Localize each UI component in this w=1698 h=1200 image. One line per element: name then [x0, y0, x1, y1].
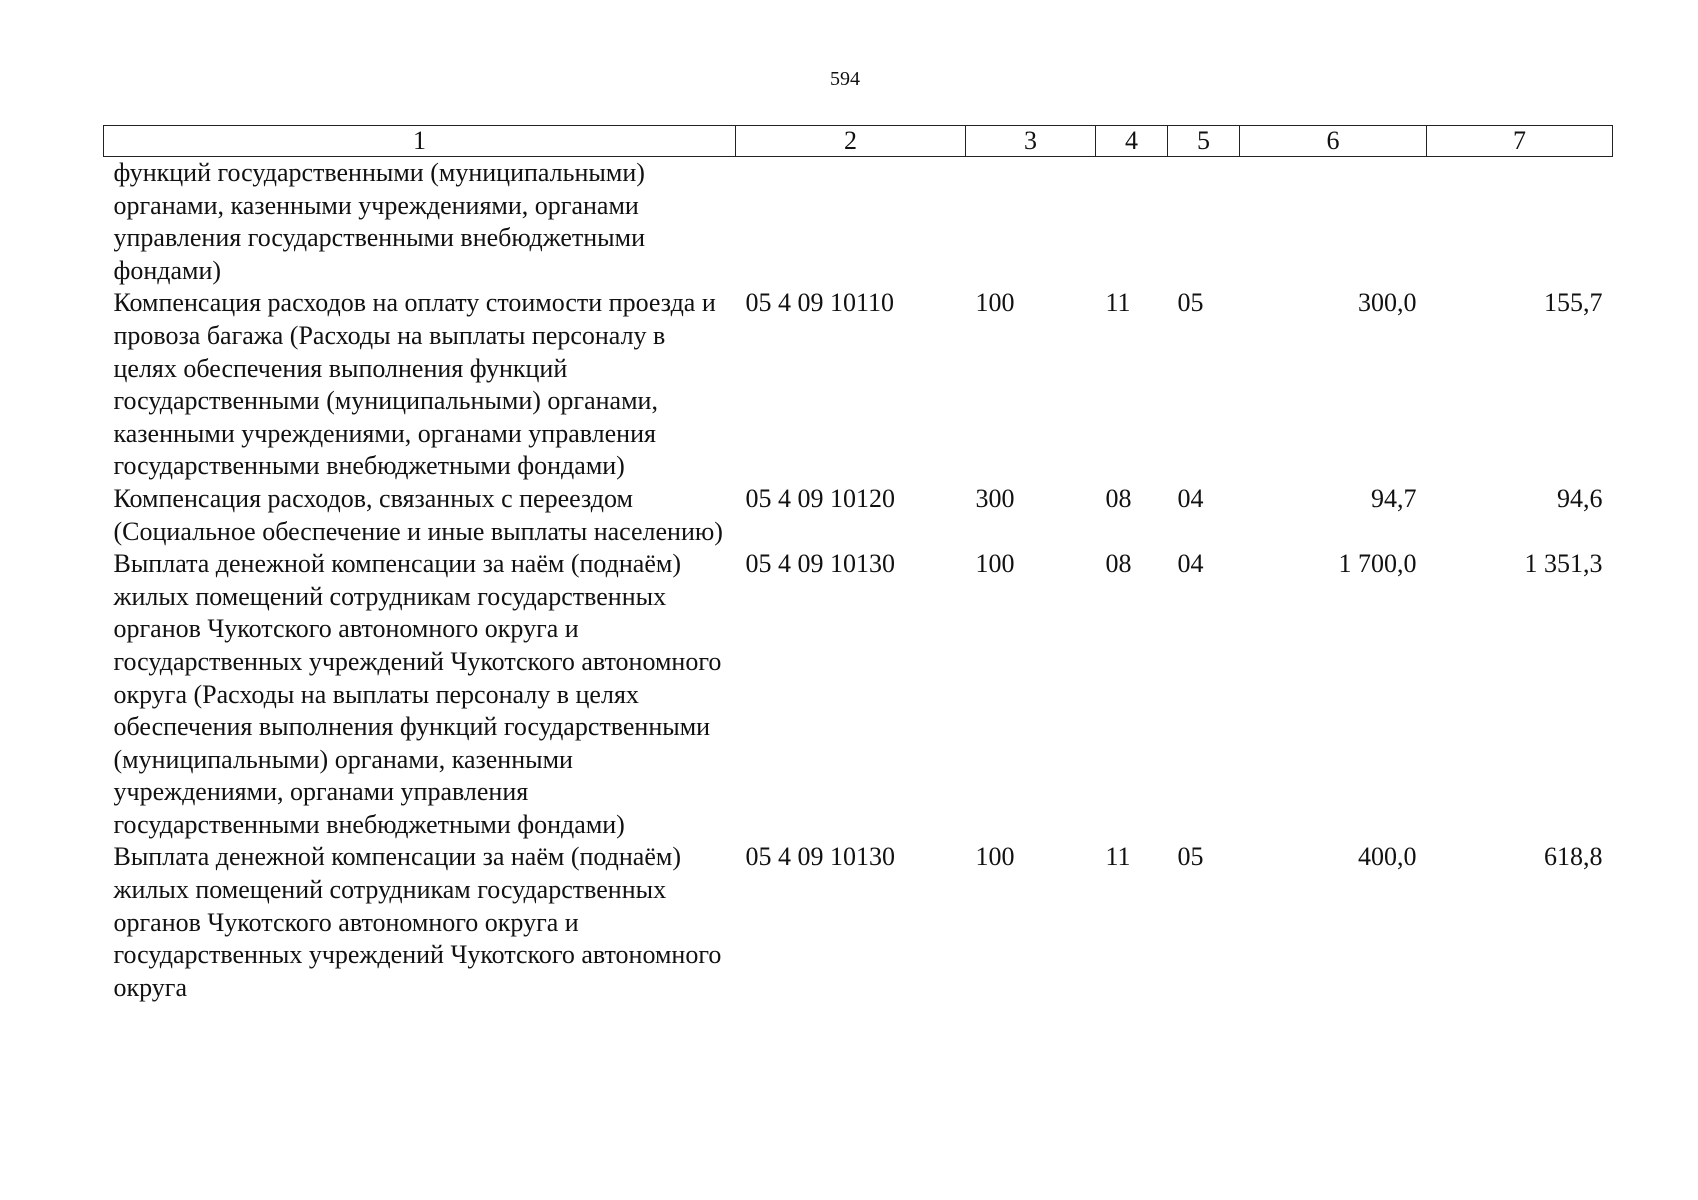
row-description: Выплата денежной компенсации за наём (поднаём) жилых помещений сотрудникам государственных органов Чукотского автономного округа и государственных учреждений Чукотского автономного округа	[113, 842, 722, 1002]
row-subsection: 04	[1177, 549, 1204, 579]
row-target-code	[736, 157, 966, 288]
header-row	[104, 126, 1613, 157]
table-row	[104, 548, 1613, 841]
column-header-4: 4	[1096, 126, 1168, 157]
table-row	[104, 483, 1613, 548]
table-row	[104, 841, 1613, 1004]
row-amount-planned: 300,0	[1358, 288, 1417, 318]
table-row	[104, 287, 1613, 483]
row-description: Выплата денежной компенсации за наём (поднаём) жилых помещений сотрудникам государственных органов Чукотского автономного округа и государственных учреждений Чукотского автономного округа (Расходы на выплаты персоналу в целях обеспечения выполнения функций государственными (муниципальными) органами, казенными учреждениями, органами управления государственными внебюджетными фондами)	[113, 549, 722, 839]
row-amount-actual	[1427, 157, 1613, 288]
row-target-code: 05 4 09 10130	[745, 842, 895, 872]
row-subsection	[1168, 157, 1240, 288]
row-amount-actual: 1 351,3	[1524, 549, 1603, 579]
row-subsection: 05	[1177, 288, 1204, 318]
row-description: функций государственными (муниципальными) органами, казенными учреждениями, органами управления государственными внебюджетными фондами)	[113, 158, 645, 285]
row-amount-planned: 94,7	[1371, 483, 1417, 513]
row-expense-type: 300	[975, 483, 1015, 513]
row-amount-planned: 1 700,0	[1338, 549, 1417, 579]
row-section	[1096, 157, 1168, 288]
column-header-1: 1	[104, 126, 736, 157]
column-header-2: 2	[736, 126, 966, 157]
page-number: 594	[830, 68, 860, 90]
row-expense-type: 100	[975, 842, 1015, 872]
row-amount-planned	[1240, 157, 1427, 288]
table-row	[104, 157, 1613, 288]
row-description: Компенсация расходов на оплату стоимости проезда и провоза багажа (Расходы на выплаты персоналу в целях обеспечения выполнения функций государственными (муниципальными) органами, казенными учреждениями, органами управления государственными внебюджетными фондами)	[113, 288, 716, 481]
row-target-code: 05 4 09 10120	[745, 483, 895, 513]
column-header-6: 6	[1240, 126, 1427, 157]
column-header-5: 5	[1168, 126, 1240, 157]
row-section: 08	[1105, 483, 1132, 513]
row-section: 08	[1105, 549, 1132, 579]
budget-table	[103, 125, 1613, 1004]
row-expense-type: 100	[975, 549, 1015, 579]
row-amount-actual: 618,8	[1544, 842, 1603, 872]
column-header-3: 3	[966, 126, 1096, 157]
row-target-code: 05 4 09 10110	[745, 288, 895, 318]
row-amount-actual: 94,6	[1557, 483, 1603, 513]
table-body	[104, 157, 1613, 1005]
row-expense-type: 100	[975, 288, 1015, 318]
row-amount-planned: 400,0	[1358, 842, 1417, 872]
row-expense-type	[966, 157, 1096, 288]
row-section: 11	[1105, 842, 1131, 872]
row-amount-actual: 155,7	[1544, 288, 1603, 318]
table-header	[104, 126, 1613, 157]
row-description: Компенсация расходов, связанных с переездом (Социальное обеспечение и иные выплаты населению)	[113, 483, 723, 546]
row-subsection: 04	[1177, 483, 1204, 513]
row-section: 11	[1105, 288, 1131, 318]
row-subsection: 05	[1177, 842, 1204, 872]
column-header-7: 7	[1427, 126, 1613, 157]
row-target-code: 05 4 09 10130	[745, 549, 895, 579]
